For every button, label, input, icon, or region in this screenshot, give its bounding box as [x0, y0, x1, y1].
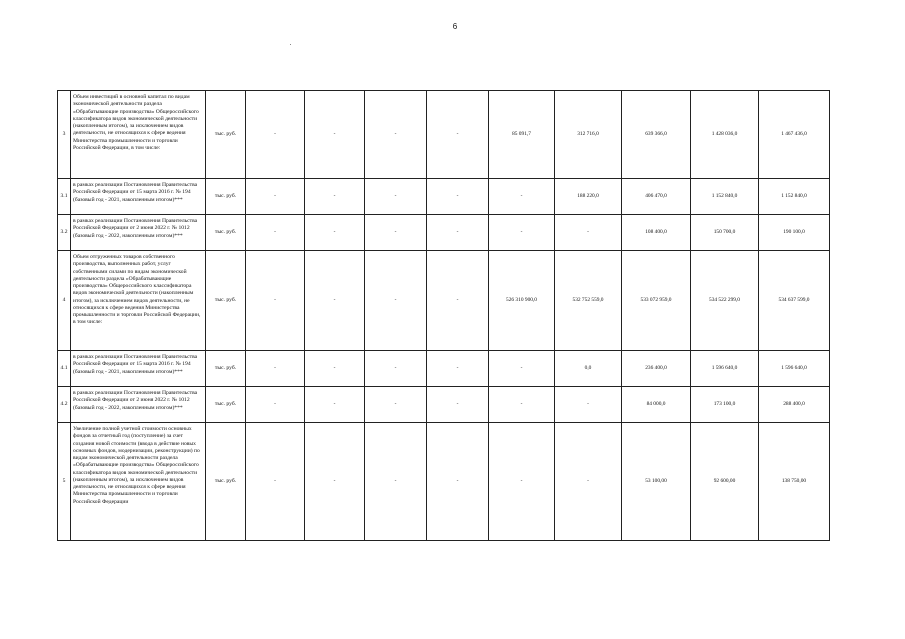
value-cell: - — [365, 251, 427, 351]
value-cell: - — [246, 423, 305, 541]
indicator-description: в рамках реализации Постановления Правительства Российской Федерации от 2 июня 2022 г. № 1012 (базовый год - 2022, накопленным итогом)*** — [71, 215, 206, 251]
value-cell: - — [555, 215, 622, 251]
value-cell: - — [427, 351, 489, 387]
value-cell: - — [427, 179, 489, 215]
value-cell: 1 596 640,0 — [759, 351, 830, 387]
row-number: 5 — [58, 423, 71, 541]
value-cell: - — [305, 251, 365, 351]
table-row — [58, 215, 830, 251]
value-cell: - — [305, 215, 365, 251]
value-cell: - — [365, 387, 427, 423]
unit-cell: тыс. руб. — [206, 351, 246, 387]
value-cell: - — [489, 423, 555, 541]
value-cell: 85 091,7 — [489, 91, 555, 179]
value-cell: - — [246, 387, 305, 423]
value-cell: 173 100,0 — [691, 387, 759, 423]
indicator-description: Объем отгруженных товаров собственного производства, выполненных работ, услуг собственными силами по видам экономической деятельности раздела «Обрабатывающие производства» Общероссийского классификатора видов экономической деятельности (накопленным итогом), за исключением видов деятельности, не относящихся к сфере ведения Министерства промышленности и торговли Российской Федерации, в том числе: — [71, 251, 206, 351]
value-cell: - — [246, 351, 305, 387]
indicators-table — [57, 90, 830, 541]
table-row — [58, 351, 830, 387]
value-cell: 236 400,0 — [622, 351, 691, 387]
value-cell: - — [365, 215, 427, 251]
value-cell: - — [246, 179, 305, 215]
value-cell: 406 470,0 — [622, 179, 691, 215]
value-cell: - — [246, 251, 305, 351]
value-cell: 639 366,0 — [622, 91, 691, 179]
value-cell: - — [365, 179, 427, 215]
value-cell: 288 400,0 — [759, 387, 830, 423]
value-cell: - — [246, 91, 305, 179]
table-row — [58, 387, 830, 423]
value-cell: - — [489, 387, 555, 423]
value-cell: - — [555, 387, 622, 423]
indicator-description: в рамках реализации Постановления Правительства Российской Федерации от 15 марта 2016 г. № 194 (базовый год - 2021, накопленным итогом)*** — [71, 179, 206, 215]
value-cell: - — [305, 423, 365, 541]
value-cell: 1 467 436,0 — [759, 91, 830, 179]
value-cell: 312 716,0 — [555, 91, 622, 179]
value-cell: 190 100,0 — [759, 215, 830, 251]
value-cell: 533 072 959,0 — [622, 251, 691, 351]
value-cell: - — [427, 387, 489, 423]
indicator-description: Объем инвестиций в основной капитал по видам экономической деятельности раздела «Обрабатывающие производства» Общероссийского классификатора видов экономической деятельности (накопленным итогом), за исключением видов деятельности, не относящихся к сфере ведения Министерства промышленности и торговли Российской Федерации, в том числе: — [71, 91, 206, 179]
value-cell: 532 752 559,0 — [555, 251, 622, 351]
value-cell: - — [365, 423, 427, 541]
value-cell: - — [427, 423, 489, 541]
value-cell: 1 428 036,0 — [691, 91, 759, 179]
value-cell: 84 000,0 — [622, 387, 691, 423]
value-cell: - — [427, 215, 489, 251]
row-number: 3 — [58, 91, 71, 179]
value-cell: 92 600,00 — [691, 423, 759, 541]
value-cell: 1 152 840,0 — [759, 179, 830, 215]
value-cell: 526 310 900,0 — [489, 251, 555, 351]
page-number: 6 — [452, 22, 458, 31]
value-cell: 534 637 599,0 — [759, 251, 830, 351]
value-cell: - — [365, 351, 427, 387]
value-cell: - — [489, 351, 555, 387]
table-row — [58, 251, 830, 351]
row-number: 4.1 — [58, 351, 71, 387]
unit-cell: тыс. руб. — [206, 91, 246, 179]
value-cell: - — [246, 215, 305, 251]
value-cell: 0,0 — [555, 351, 622, 387]
value-cell: 108 400,0 — [622, 215, 691, 251]
value-cell: - — [427, 91, 489, 179]
unit-cell: тыс. руб. — [206, 423, 246, 541]
row-number: 4.2 — [58, 387, 71, 423]
value-cell: 1 596 640,0 — [691, 351, 759, 387]
table-body — [58, 91, 830, 541]
value-cell: 534 522 299,0 — [691, 251, 759, 351]
row-number: 3.2 — [58, 215, 71, 251]
value-cell: 150 700,0 — [691, 215, 759, 251]
value-cell: 138 750,00 — [759, 423, 830, 541]
indicator-description: Увеличение полной учетной стоимости основных фондов за отчетный год (поступление) за счет создания новой стоимости (ввода в действие новых основных фондов, модернизации, реконструкции) по видам экономической деятельности раздела «Обрабатывающие производства» Общероссийского классификатора видов экономической деятельности (накопленным итогом), за исключением видов деятельности, не относящихся к сфере ведения Министерства промышленности и торговли Российской Федерации — [71, 423, 206, 541]
value-cell: - — [305, 91, 365, 179]
value-cell: - — [489, 179, 555, 215]
unit-cell: тыс. руб. — [206, 215, 246, 251]
value-cell: - — [305, 387, 365, 423]
row-number: 3.1 — [58, 179, 71, 215]
indicator-description: в рамках реализации Постановления Правительства Российской Федерации от 2 июня 2022 г. № 1012 (базовый год - 2022, накопленным итогом)*** — [71, 387, 206, 423]
table-row — [58, 179, 830, 215]
value-cell: - — [427, 251, 489, 351]
value-cell: 53 100,00 — [622, 423, 691, 541]
scan-speck — [290, 44, 291, 45]
value-cell: 1 152 840,0 — [691, 179, 759, 215]
unit-cell: тыс. руб. — [206, 251, 246, 351]
value-cell: - — [305, 351, 365, 387]
table-row — [58, 91, 830, 179]
value-cell: 188 220,0 — [555, 179, 622, 215]
value-cell: - — [305, 179, 365, 215]
value-cell: - — [365, 91, 427, 179]
unit-cell: тыс. руб. — [206, 179, 246, 215]
unit-cell: тыс. руб. — [206, 387, 246, 423]
row-number: 4 — [58, 251, 71, 351]
table-row — [58, 423, 830, 541]
indicator-description: в рамках реализации Постановления Правительства Российской Федерации от 15 марта 2016 г. № 194 (базовый год - 2021, накопленным итогом)*** — [71, 351, 206, 387]
value-cell: - — [489, 215, 555, 251]
value-cell: - — [555, 423, 622, 541]
